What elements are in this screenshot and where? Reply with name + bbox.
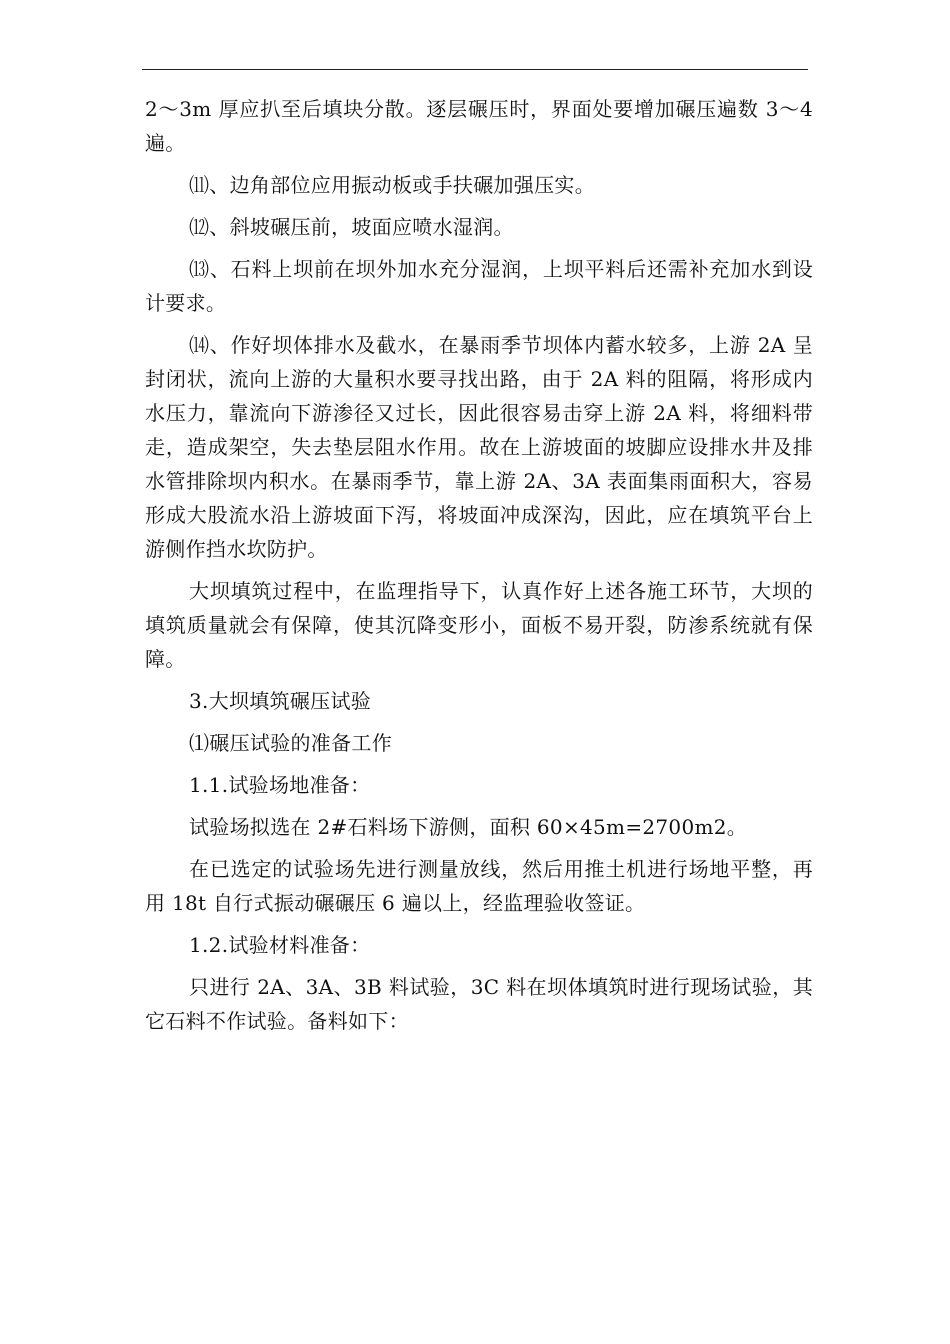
- header-rule: [142, 69, 808, 70]
- document-body: [145, 92, 813, 1046]
- paragraph-5: ⒁、作好坝体排水及截水，在暴雨季节坝体内蓄水较多，上游 2A 呈封闭状，流向上游的大量积水要寻找出路，由于 2A 料的阻隔，将形成内水压力，靠流向下游渗径又过长，因此很容易击穿上游 2A 料，将细料带走，造成架空，失去垫层阻水作用。故在上游坡面的坡脚应设排水井及排水管排除坝内积水。在暴雨季节，靠上游 2A、3A 表面集雨面积大，容易形成大股流水沿上游坡面下泻，将坡面冲成深沟，因此，应在填筑平台上游侧作挡水坎防护。: [145, 333, 813, 561]
- paragraph-9: 只进行 2A、3A、3B 料试验，3C 料在坝体填筑时进行现场试验，其它石料不作试验。备料如下：: [145, 975, 813, 1033]
- subsection-heading: ⑴碾压试验的准备工作: [189, 731, 392, 755]
- paragraph-8: 在已选定的试验场先进行测量放线，然后用推土机进行场地平整，再用 18t 自行式振动碾碾压 6 遍以上，经监理验收签证。: [145, 857, 813, 915]
- paragraph-6: 大坝填筑过程中，在监理指导下，认真作好上述各施工环节，大坝的填筑质量就会有保障，使其沉降变形小，面板不易开裂，防渗系统就有保障。: [145, 579, 813, 671]
- paragraph-3: ⑿、斜坡碾压前，坡面应喷水湿润。: [189, 215, 514, 239]
- section-heading: 3.大坝填筑碾压试验: [189, 689, 372, 713]
- item-heading-1-2: 1.2.试验材料准备：: [189, 933, 371, 957]
- item-heading-1-1: 1.1.试验场地准备：: [189, 773, 371, 797]
- paragraph-7: 试验场拟选在 2#石料场下游侧，面积 60×45m=2700m2。: [189, 815, 748, 839]
- paragraph-2: ⑾、边角部位应用振动板或手扶碾加强压实。: [189, 173, 595, 197]
- paragraph-4: ⒀、石料上坝前在坝外加水充分湿润，上坝平料后还需补充加水到设计要求。: [145, 257, 813, 315]
- paragraph-1: 2～3m 厚应扒至后填块分散。逐层碾压时，界面处要增加碾压遍数 3～4 遍。: [145, 97, 813, 155]
